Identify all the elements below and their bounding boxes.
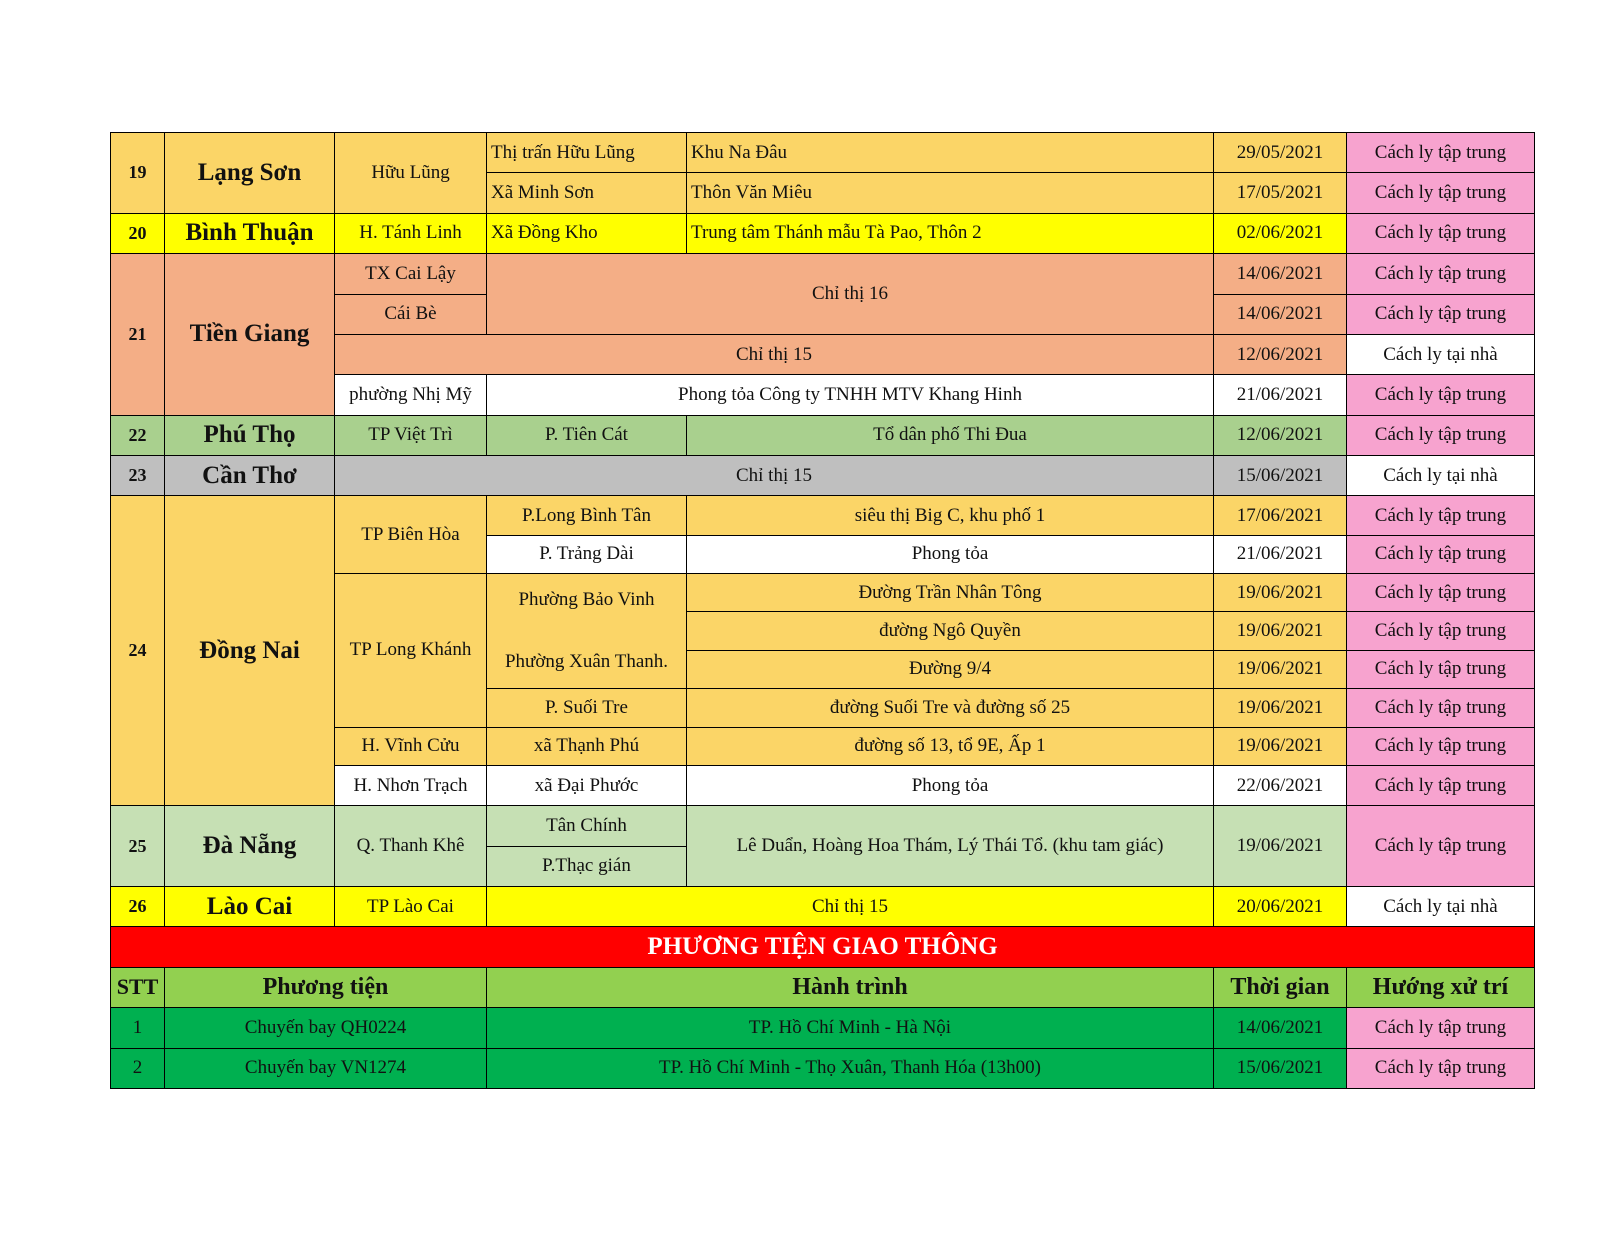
commune-cell: xã Thạnh Phú — [487, 727, 687, 765]
date-cell: 14/06/2021 — [1214, 1008, 1347, 1048]
date-cell: 19/06/2021 — [1214, 650, 1347, 688]
district-cell: TP Việt Trì — [335, 415, 487, 455]
table-row — [111, 806, 1535, 846]
action-cell: Cách ly tập trung — [1347, 1048, 1535, 1088]
province-cell: Phú Thọ — [165, 415, 335, 455]
commune-cell: Xã Đồng Kho — [487, 213, 687, 253]
commune-cell: Thị trấn Hữu Lũng — [487, 133, 687, 173]
date-cell: 12/06/2021 — [1214, 415, 1347, 455]
commune-cell: xã Đại Phước — [487, 765, 687, 805]
commune-bao-vinh: Phường Bảo Vinh — [518, 589, 655, 611]
action-cell: Cách ly tập trung — [1347, 133, 1535, 173]
date-cell: 14/06/2021 — [1214, 294, 1347, 334]
header-time: Thời gian — [1214, 967, 1347, 1007]
transport-title: PHƯƠNG TIỆN GIAO THÔNG — [111, 927, 1535, 967]
route-cell: TP. Hồ Chí Minh - Thọ Xuân, Thanh Hóa (13h00) — [487, 1048, 1214, 1088]
stt-cell: 1 — [111, 1008, 165, 1048]
scope-cell: Chỉ thị 15 — [335, 334, 1214, 374]
date-cell: 19/06/2021 — [1214, 689, 1347, 727]
table-row — [111, 1048, 1535, 1088]
province-cell: Bình Thuận — [165, 213, 335, 253]
quarantine-table — [110, 132, 1535, 1089]
district-cell: TP Biên Hòa — [335, 496, 487, 574]
action-cell: Cách ly tại nhà — [1347, 456, 1535, 496]
stt-cell: 25 — [111, 806, 165, 887]
stt-cell: 19 — [111, 133, 165, 214]
commune-cell: P.Thạc gián — [487, 846, 687, 886]
district-cell: H. Tánh Linh — [335, 213, 487, 253]
place-cell: Lê Duẩn, Hoàng Hoa Thám, Lý Thái Tổ. (khu tam giác) — [687, 806, 1214, 887]
action-cell: Cách ly tập trung — [1347, 415, 1535, 455]
district-cell: Cái Bè — [335, 294, 487, 334]
district-cell: phường Nhị Mỹ — [335, 375, 487, 415]
commune-cell: P. Tiên Cát — [487, 415, 687, 455]
table-row — [111, 496, 1535, 535]
vehicle-cell: Chuyến bay QH0224 — [165, 1008, 487, 1048]
district-cell: Hữu Lũng — [335, 133, 487, 214]
province-cell: Lạng Sơn — [165, 133, 335, 214]
date-cell: 17/05/2021 — [1214, 173, 1347, 213]
place-cell: đường Suối Tre và đường số 25 — [687, 689, 1214, 727]
scope-cell: Chỉ thị 16 — [487, 254, 1214, 335]
date-cell: 17/06/2021 — [1214, 496, 1347, 535]
place-cell: Trung tâm Thánh mẫu Tà Pao, Thôn 2 — [687, 213, 1214, 253]
place-cell: đường số 13, tổ 9E, Ấp 1 — [687, 727, 1214, 765]
commune-cell: P. Trảng Dài — [487, 535, 687, 573]
header-vehicle: Phương tiện — [165, 967, 487, 1007]
place-cell: siêu thị Big C, khu phố 1 — [687, 496, 1214, 535]
action-cell: Cách ly tập trung — [1347, 1008, 1535, 1048]
action-cell: Cách ly tập trung — [1347, 765, 1535, 805]
header-stt: STT — [111, 967, 165, 1007]
district-cell: Q. Thanh Khê — [335, 806, 487, 887]
action-cell: Cách ly tập trung — [1347, 496, 1535, 535]
table-row — [111, 456, 1535, 496]
action-cell: Cách ly tại nhà — [1347, 887, 1535, 927]
section-band — [111, 927, 1535, 967]
date-cell: 19/06/2021 — [1214, 612, 1347, 650]
action-cell: Cách ly tập trung — [1347, 535, 1535, 573]
stt-cell: 20 — [111, 213, 165, 253]
date-cell: 22/06/2021 — [1214, 765, 1347, 805]
action-cell: Cách ly tập trung — [1347, 294, 1535, 334]
stt-cell: 24 — [111, 496, 165, 806]
province-cell: Cần Thơ — [165, 456, 335, 496]
province-cell: Lào Cai — [165, 887, 335, 927]
date-cell: 21/06/2021 — [1214, 375, 1347, 415]
date-cell: 14/06/2021 — [1214, 254, 1347, 294]
date-cell: 12/06/2021 — [1214, 334, 1347, 374]
place-cell: Tổ dân phố Thi Đua — [687, 415, 1214, 455]
commune-cell: Tân Chính — [487, 806, 687, 846]
district-cell: TX Cai Lậy — [335, 254, 487, 294]
place-cell: Phong tỏa — [687, 535, 1214, 573]
table-row — [111, 254, 1535, 294]
date-cell: 20/06/2021 — [1214, 887, 1347, 927]
province-cell: Đà Nẵng — [165, 806, 335, 887]
action-cell: Cách ly tập trung — [1347, 612, 1535, 650]
stt-cell: 22 — [111, 415, 165, 455]
district-cell: TP Long Khánh — [335, 574, 487, 727]
header-row — [111, 967, 1535, 1007]
action-cell: Cách ly tập trung — [1347, 806, 1535, 887]
scope-cell: Chỉ thị 15 — [487, 887, 1214, 927]
district-cell: H. Vĩnh Cửu — [335, 727, 487, 765]
commune-cell — [487, 574, 687, 689]
commune-xuan-thanh: Phường Xuân Thanh. — [504, 651, 668, 673]
date-cell: 19/06/2021 — [1214, 727, 1347, 765]
stt-cell: 26 — [111, 887, 165, 927]
date-cell: 19/06/2021 — [1214, 806, 1347, 887]
place-cell: đường Ngô Quyền — [687, 612, 1214, 650]
district-cell: H. Nhơn Trạch — [335, 765, 487, 805]
action-cell: Cách ly tập trung — [1347, 689, 1535, 727]
place-cell: Đường 9/4 — [687, 650, 1214, 688]
date-cell: 21/06/2021 — [1214, 535, 1347, 573]
table-row — [111, 213, 1535, 253]
commune-cell: Xã Minh Sơn — [487, 173, 687, 213]
stt-cell: 2 — [111, 1048, 165, 1088]
header-route: Hành trình — [487, 967, 1214, 1007]
date-cell: 02/06/2021 — [1214, 213, 1347, 253]
place-cell: Phong tỏa — [687, 765, 1214, 805]
date-cell: 29/05/2021 — [1214, 133, 1347, 173]
action-cell: Cách ly tập trung — [1347, 574, 1535, 612]
table-row — [111, 1008, 1535, 1048]
route-cell: TP. Hồ Chí Minh - Hà Nội — [487, 1008, 1214, 1048]
province-cell: Tiền Giang — [165, 254, 335, 416]
commune-cell: P. Suối Tre — [487, 689, 687, 727]
stt-cell: 21 — [111, 254, 165, 416]
header-action: Hướng xử trí — [1347, 967, 1535, 1007]
table-row — [111, 887, 1535, 927]
action-cell: Cách ly tập trung — [1347, 650, 1535, 688]
action-cell: Cách ly tập trung — [1347, 375, 1535, 415]
action-cell: Cách ly tại nhà — [1347, 334, 1535, 374]
scope-cell: Phong tỏa Công ty TNHH MTV Khang Hinh — [487, 375, 1214, 415]
commune-cell: P.Long Bình Tân — [487, 496, 687, 535]
action-cell: Cách ly tập trung — [1347, 727, 1535, 765]
province-cell: Đồng Nai — [165, 496, 335, 806]
action-cell: Cách ly tập trung — [1347, 173, 1535, 213]
place-cell: Thôn Văn Miêu — [687, 173, 1214, 213]
action-cell: Cách ly tập trung — [1347, 213, 1535, 253]
table-row — [111, 415, 1535, 455]
place-cell: Khu Na Đâu — [687, 133, 1214, 173]
vehicle-cell: Chuyến bay VN1274 — [165, 1048, 487, 1088]
action-cell: Cách ly tập trung — [1347, 254, 1535, 294]
place-cell: Đường Trần Nhân Tông — [687, 574, 1214, 612]
district-cell: TP Lào Cai — [335, 887, 487, 927]
table-row — [111, 133, 1535, 173]
date-cell: 15/06/2021 — [1214, 456, 1347, 496]
stt-cell: 23 — [111, 456, 165, 496]
date-cell: 19/06/2021 — [1214, 574, 1347, 612]
date-cell: 15/06/2021 — [1214, 1048, 1347, 1088]
scope-cell: Chỉ thị 15 — [335, 456, 1214, 496]
